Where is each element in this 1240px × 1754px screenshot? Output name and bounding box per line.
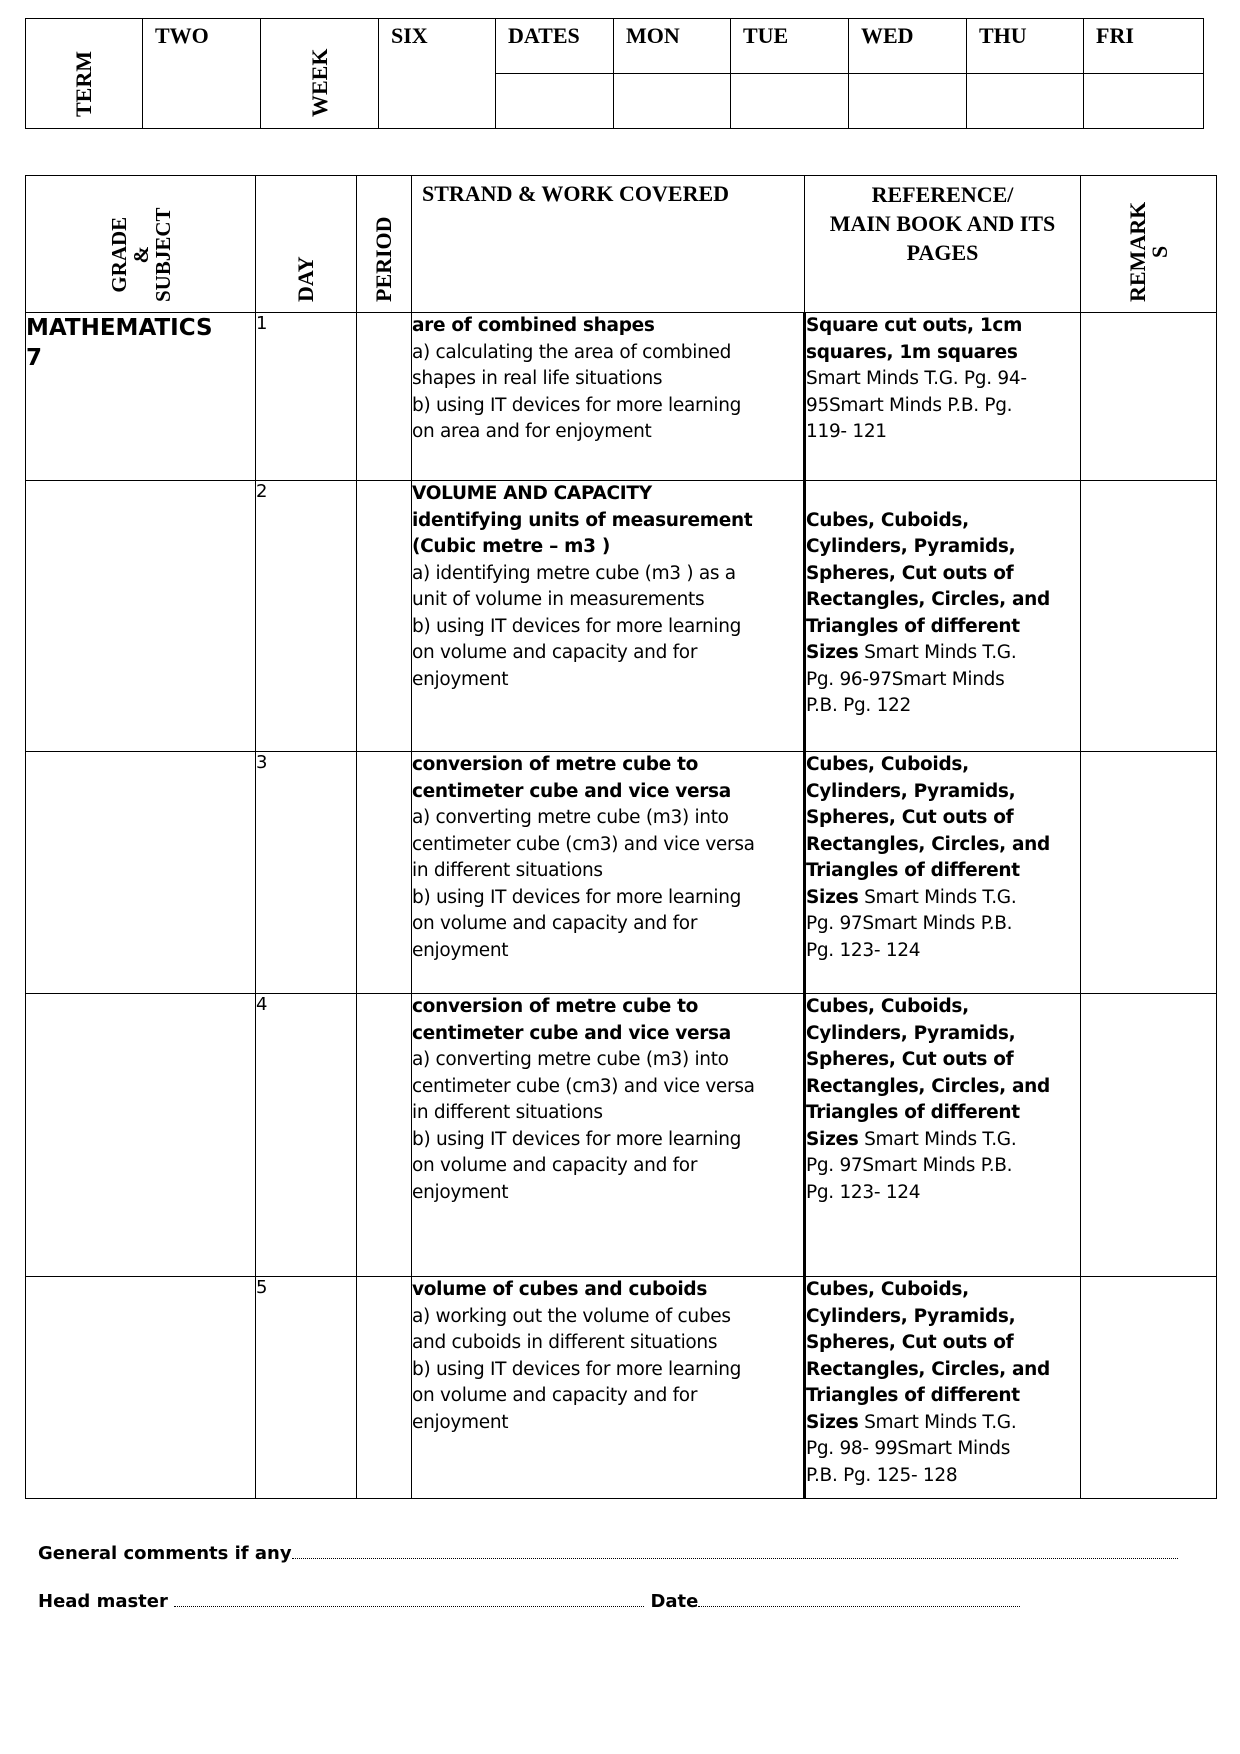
lesson-plan-table bbox=[25, 175, 1217, 1499]
reference-bold-word: Sizes bbox=[806, 642, 859, 663]
table-row bbox=[26, 994, 1217, 1277]
work-line: on volume and capacity and for bbox=[412, 913, 698, 934]
reference-line bbox=[806, 1410, 1080, 1437]
day-header-fri: FRI bbox=[1084, 19, 1204, 74]
work-line: b) using IT devices for more learning bbox=[412, 615, 742, 637]
table-row bbox=[26, 752, 1217, 994]
reference-line: 119- 121 bbox=[806, 421, 887, 442]
reference-line bbox=[806, 481, 1080, 508]
reference-line: Triangles of different bbox=[806, 860, 1020, 881]
work-line: on volume and capacity and for bbox=[412, 642, 698, 663]
work-line: on area and for enjoyment bbox=[412, 421, 652, 442]
dates-value-cell bbox=[496, 74, 614, 129]
period-cell bbox=[357, 752, 412, 994]
general-comments-field[interactable] bbox=[292, 1542, 1178, 1559]
date-cell-mon bbox=[614, 74, 731, 129]
period-header: PERIOD bbox=[357, 176, 412, 313]
reference-line: Pg. 98- 99Smart Minds bbox=[806, 1438, 1011, 1459]
work-line: on volume and capacity and for bbox=[412, 1385, 698, 1406]
work-line: and cuboids in different situations bbox=[412, 1332, 718, 1353]
day-number: 2 bbox=[256, 481, 357, 752]
reference-line: squares, 1m squares bbox=[806, 341, 1018, 363]
work-line: centimeter cube (cm3) and vice versa bbox=[412, 1075, 755, 1097]
strand-work-cell bbox=[412, 313, 805, 481]
work-line: shapes in real life situations bbox=[412, 368, 663, 389]
week-label-cell bbox=[261, 19, 379, 129]
day-header-wed: WED bbox=[849, 19, 967, 74]
work-line: a) working out the volume of cubes bbox=[412, 1305, 731, 1327]
reference-line: Spheres, Cut outs of bbox=[806, 1332, 1014, 1353]
reference-line: 95Smart Minds P.B. Pg. bbox=[806, 394, 1013, 416]
reference-line: Rectangles, Circles, and bbox=[806, 833, 1050, 855]
work-line: enjoyment bbox=[412, 668, 509, 690]
table-row bbox=[26, 481, 1217, 752]
work-line: centimeter cube (cm3) and vice versa bbox=[412, 833, 755, 855]
date-field[interactable] bbox=[698, 1590, 1020, 1607]
reference-text: Smart Minds T.G. bbox=[858, 1411, 1017, 1433]
reference-line: Cylinders, Pyramids, bbox=[806, 1022, 1016, 1044]
reference-bold-word: Sizes bbox=[806, 1411, 859, 1433]
reference-line: Rectangles, Circles, and bbox=[806, 1358, 1050, 1380]
term-label: TERM bbox=[71, 51, 96, 117]
day-header-thu: THU bbox=[967, 19, 1084, 74]
strand-heading: VOLUME AND CAPACITY bbox=[412, 483, 652, 504]
week-label: WEEK bbox=[306, 48, 332, 117]
remarks-cell bbox=[1081, 481, 1217, 752]
work-line: b) using IT devices for more learning bbox=[412, 1128, 742, 1150]
remarks-cell bbox=[1081, 752, 1217, 994]
work-line: in different situations bbox=[412, 1102, 603, 1123]
reference-line: Cubes, Cuboids, bbox=[806, 754, 969, 775]
work-line: unit of volume in measurements bbox=[412, 589, 705, 610]
reference-line: Spheres, Cut outs of bbox=[806, 1049, 1014, 1070]
subject-name: MATHEMATICS bbox=[26, 315, 213, 341]
reference-line: Cylinders, Pyramids, bbox=[806, 1305, 1016, 1327]
strand-heading: conversion of metre cube to bbox=[412, 996, 699, 1017]
reference-line: P.B. Pg. 125- 128 bbox=[806, 1464, 958, 1486]
reference-cell bbox=[805, 994, 1081, 1277]
reference-line: Cylinders, Pyramids, bbox=[806, 536, 1016, 557]
strand-heading: conversion of metre cube to bbox=[412, 754, 699, 775]
reference-line bbox=[806, 640, 1080, 667]
work-line: enjoyment bbox=[412, 1411, 509, 1433]
reference-line: Cylinders, Pyramids, bbox=[806, 780, 1016, 802]
general-comments-label: General comments if any bbox=[38, 1543, 292, 1564]
work-line: on volume and capacity and for bbox=[412, 1155, 698, 1176]
subject-grade: 7 bbox=[26, 345, 43, 371]
strand-heading: centimeter cube and vice versa bbox=[412, 780, 731, 802]
strand-heading: volume of cubes and cuboids bbox=[412, 1279, 708, 1300]
day-header: DAY bbox=[256, 176, 357, 313]
reference-line: Pg. 97Smart Minds P.B. bbox=[806, 1155, 1013, 1176]
remarks-cell bbox=[1081, 994, 1217, 1277]
date-cell-tue bbox=[731, 74, 849, 129]
strand-heading: (Cubic metre – m3 ) bbox=[412, 536, 611, 557]
day-header-mon: MON bbox=[614, 19, 731, 74]
reference-line: Spheres, Cut outs of bbox=[806, 562, 1014, 584]
reference-line: Square cut outs, 1cm bbox=[806, 315, 1023, 336]
term-week-dates-table bbox=[25, 18, 1204, 129]
dates-label: DATES bbox=[496, 19, 614, 74]
table-row bbox=[26, 1277, 1217, 1499]
reference-cell bbox=[805, 481, 1081, 752]
strand-heading: are of combined shapes bbox=[412, 315, 655, 336]
reference-line: Pg. 96-97Smart Minds bbox=[806, 668, 1005, 690]
headmaster-field[interactable] bbox=[174, 1590, 644, 1607]
reference-line: Cubes, Cuboids, bbox=[806, 509, 969, 531]
period-cell bbox=[357, 313, 412, 481]
reference-header: REFERENCE/ MAIN BOOK AND ITS PAGES bbox=[805, 176, 1081, 313]
reference-line: Triangles of different bbox=[806, 1102, 1020, 1123]
work-line: b) using IT devices for more learning bbox=[412, 886, 742, 908]
reference-text: Smart Minds T.G. bbox=[858, 642, 1017, 663]
reference-line: Cubes, Cuboids, bbox=[806, 996, 969, 1017]
period-cell bbox=[357, 1277, 412, 1499]
reference-bold-word: Sizes bbox=[806, 1128, 859, 1150]
subject-cell bbox=[26, 1277, 256, 1499]
reference-line: Triangles of different bbox=[806, 615, 1020, 637]
strand-header: STRAND & WORK COVERED bbox=[412, 176, 805, 313]
reference-line: Smart Minds T.G. Pg. 94- bbox=[806, 368, 1027, 389]
subject-cell bbox=[26, 481, 256, 752]
day-number: 3 bbox=[256, 752, 357, 994]
date-cell-wed bbox=[849, 74, 967, 129]
general-comments-line bbox=[38, 1542, 1178, 1564]
work-line: a) calculating the area of combined bbox=[412, 341, 732, 363]
reference-cell bbox=[805, 752, 1081, 994]
reference-line: Rectangles, Circles, and bbox=[806, 589, 1050, 610]
remarks-cell bbox=[1081, 313, 1217, 481]
work-line: b) using IT devices for more learning bbox=[412, 394, 742, 416]
work-line: in different situations bbox=[412, 860, 603, 881]
reference-cell bbox=[805, 1277, 1081, 1499]
work-line: a) converting metre cube (m3) into bbox=[412, 1049, 729, 1070]
term-label-cell bbox=[26, 19, 143, 129]
reference-line bbox=[806, 885, 1080, 912]
strand-work-cell bbox=[412, 481, 805, 752]
reference-line: Pg. 123- 124 bbox=[806, 1181, 921, 1203]
strand-work-cell bbox=[412, 752, 805, 994]
reference-line: Pg. 97Smart Minds P.B. bbox=[806, 913, 1013, 934]
reference-cell bbox=[805, 313, 1081, 481]
date-cell-fri bbox=[1084, 74, 1204, 129]
table-row bbox=[26, 313, 1217, 481]
work-line: enjoyment bbox=[412, 1181, 509, 1203]
headmaster-label: Head master bbox=[38, 1591, 168, 1612]
subject-cell bbox=[26, 313, 256, 481]
work-line: a) identifying metre cube (m3 ) as a bbox=[412, 562, 736, 584]
remarks-cell bbox=[1081, 1277, 1217, 1499]
reference-line: Cubes, Cuboids, bbox=[806, 1279, 969, 1300]
day-number: 5 bbox=[256, 1277, 357, 1499]
period-cell bbox=[357, 481, 412, 752]
strand-work-cell bbox=[412, 994, 805, 1277]
remarks-header: REMARK S bbox=[1081, 176, 1217, 313]
reference-line: Triangles of different bbox=[806, 1385, 1020, 1406]
reference-line: Pg. 123- 124 bbox=[806, 939, 921, 961]
day-number: 1 bbox=[256, 313, 357, 481]
reference-line: Rectangles, Circles, and bbox=[806, 1075, 1050, 1097]
reference-text: Smart Minds T.G. bbox=[858, 1128, 1017, 1150]
period-cell bbox=[357, 994, 412, 1277]
work-line: a) converting metre cube (m3) into bbox=[412, 807, 729, 828]
work-line: enjoyment bbox=[412, 939, 509, 961]
reference-line: P.B. Pg. 122 bbox=[806, 695, 911, 716]
strand-work-cell bbox=[412, 1277, 805, 1499]
strand-heading: centimeter cube and vice versa bbox=[412, 1022, 731, 1044]
day-number: 4 bbox=[256, 994, 357, 1277]
signature-line bbox=[38, 1590, 1020, 1612]
work-line: b) using IT devices for more learning bbox=[412, 1358, 742, 1380]
reference-bold-word: Sizes bbox=[806, 886, 859, 908]
reference-line bbox=[806, 1127, 1080, 1154]
day-header-tue: TUE bbox=[731, 19, 849, 74]
subject-cell bbox=[26, 994, 256, 1277]
subject-cell bbox=[26, 752, 256, 994]
reference-line: Spheres, Cut outs of bbox=[806, 807, 1014, 828]
date-cell-thu bbox=[967, 74, 1084, 129]
reference-text: Smart Minds T.G. bbox=[858, 886, 1017, 908]
grade-subject-header: GRADE & SUBJECT bbox=[26, 176, 256, 313]
week-value: SIX bbox=[379, 19, 496, 129]
term-value: TWO bbox=[143, 19, 261, 129]
date-label: Date bbox=[650, 1591, 699, 1612]
strand-heading: identifying units of measurement bbox=[412, 509, 753, 531]
